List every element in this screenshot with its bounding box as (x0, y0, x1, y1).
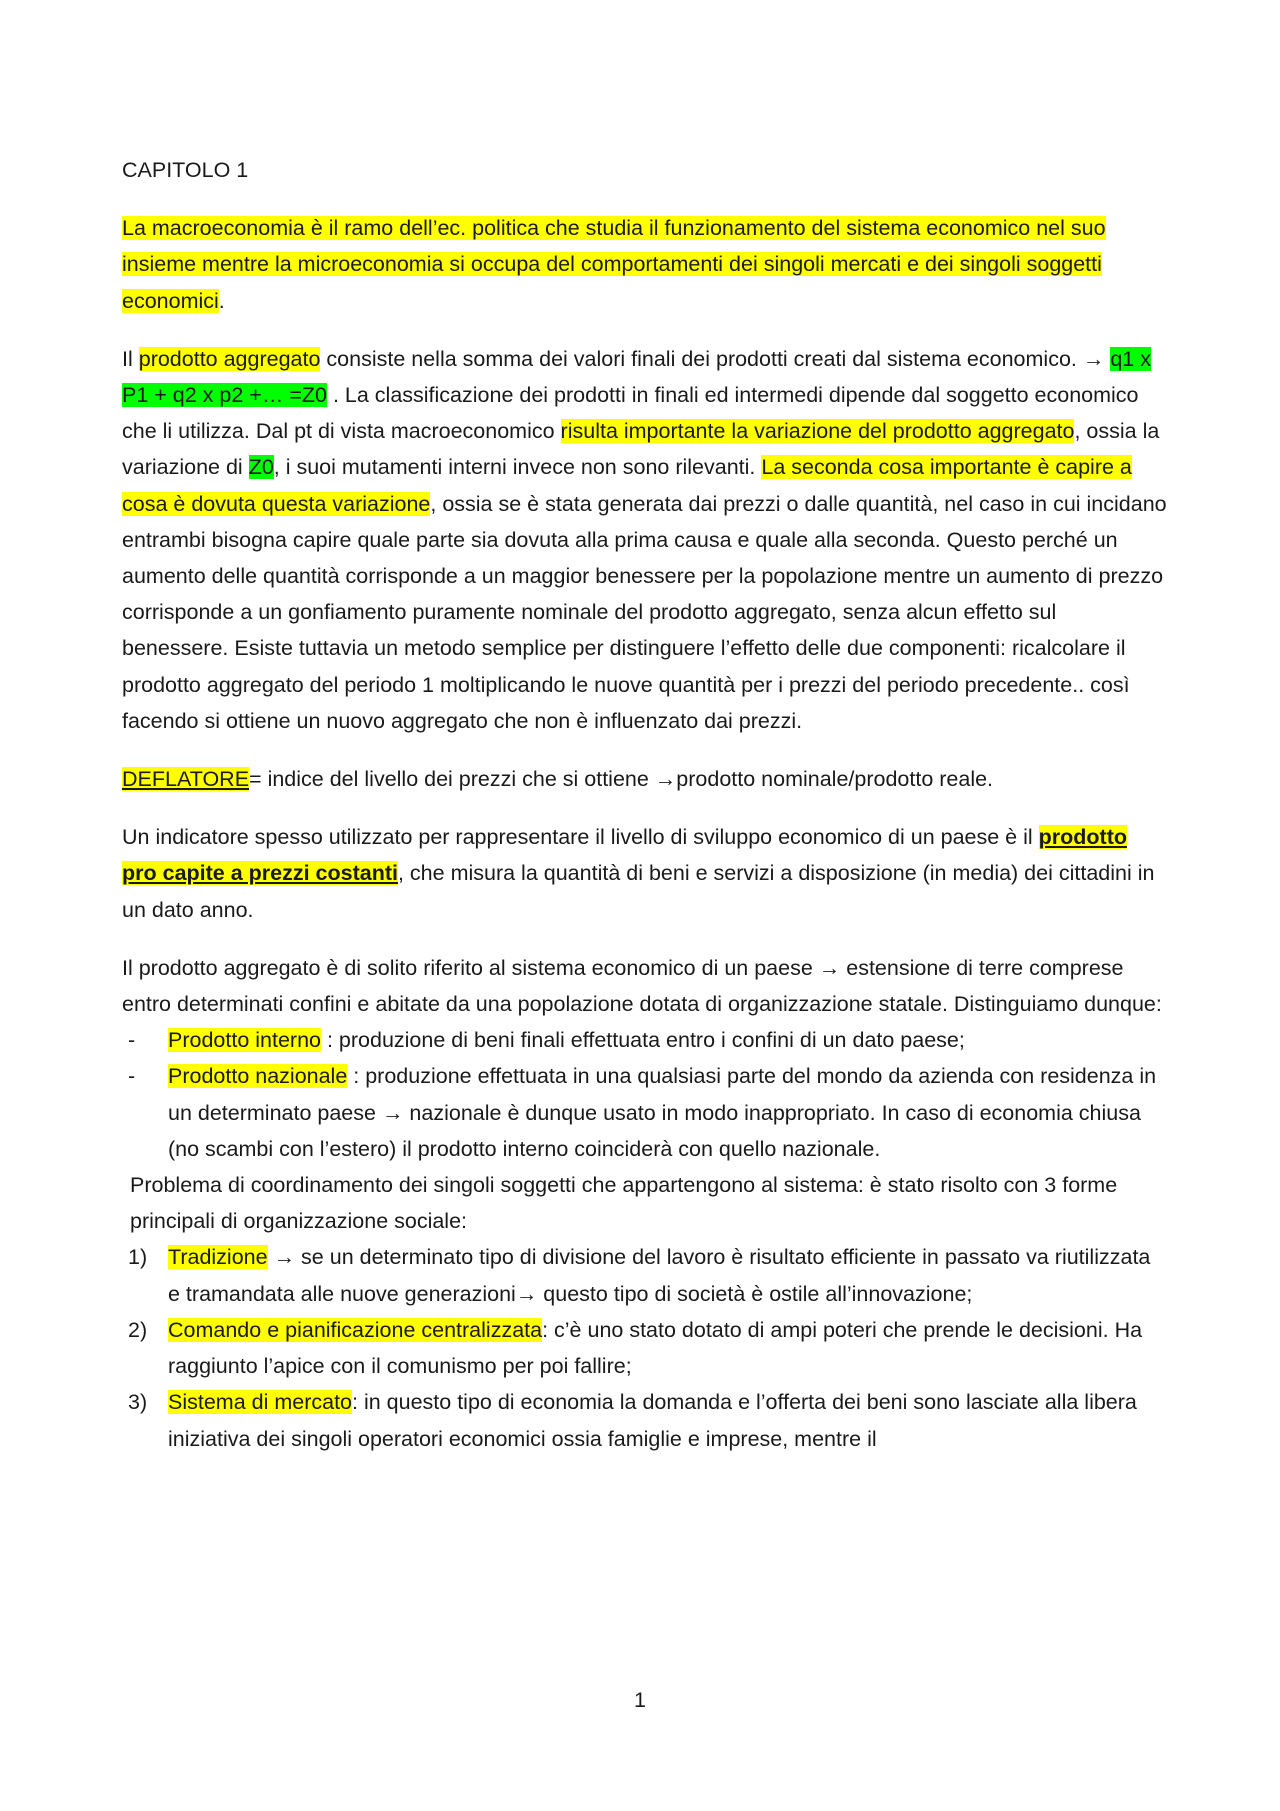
highlight-term: Prodotto nazionale (168, 1064, 348, 1089)
paragraph-deflatore (122, 761, 1167, 797)
page-content (122, 152, 1167, 1457)
list-item (122, 1384, 1167, 1456)
list-item (122, 1022, 1167, 1058)
paragraph-macroeconomia (122, 210, 1167, 319)
highlight-term: Prodotto interno (168, 1028, 321, 1053)
list-marker: 1) (128, 1245, 148, 1270)
list-item (122, 1312, 1167, 1384)
text-run: : produzione di beni finali effettuata entro i confini di un dato paese; (321, 1028, 965, 1053)
text-run: , che misura la quantità di beni e servizi a disposizione (in media) dei cittadini in un dato anno. (122, 861, 1155, 922)
arrow-icon: → (273, 1245, 296, 1270)
list-item (122, 1058, 1167, 1167)
paragraph-paese (122, 950, 1167, 1022)
text-run: , i suoi mutamenti interni invece non sono rilevanti. (273, 455, 762, 480)
list-marker: 3) (128, 1390, 148, 1415)
highlight-term: Comando e pianificazione centralizzata (168, 1317, 543, 1342)
highlight-term: prodotto aggregato (138, 346, 321, 371)
text-run: questo tipo di società è ostile all’innovazione; (537, 1281, 973, 1306)
text-run: prodotto nominale/prodotto reale. (676, 767, 994, 792)
text-run: = indice del livello dei prezzi che si ottiene (249, 767, 655, 792)
chapter-title: CAPITOLO 1 (122, 158, 249, 182)
list-marker: - (128, 1028, 136, 1053)
text-run: consiste nella somma dei valori finali dei prodotti creati dal sistema economico. (320, 346, 1083, 371)
text-run: , ossia se è stata generata dai prezzi o dalle quantità, nel caso in cui incidano entrambi bisogna capire quale parte sia dovuta alla prima causa e quale alla seconda. Questo perché un aumento delle quantità corrisponde a un maggior benessere per la popolazione mentre un aumento di prezzo corrisponde a un gonfiamento puramente nominale del prodotto aggregato, senza alcun effetto sul benessere. Esiste tuttavia un metodo semplice per distinguere l’effetto delle due componenti: ricalcolare il prodotto aggregato del periodo 1 moltiplicando le nuove quantità per i prezzi del periodo precedente.. così facendo si ottiene un nuovo aggregato che non è influenzato dai prezzi. (122, 491, 1167, 733)
arrow-icon: → (818, 955, 841, 980)
highlight-term: prodotto pro capite a prezzi costanti (122, 825, 1127, 886)
paragraph-prodotto-aggregato (122, 341, 1167, 739)
highlight-definition: La macroeconomia è il ramo dell’ec. politica che studia il funzionamento del sistema economico nel suo insieme mentre la microeconomia si occupa del comportamenti dei singoli mercati e dei singoli soggetti economici (122, 216, 1106, 313)
formula-highlight: q1 x P1 + q2 x p2 +… =Z0 (122, 346, 1151, 408)
text-run: : produzione effettuata in una qualsiasi parte del mondo da azienda con residenza in un determinato paese (168, 1064, 1157, 1125)
text-run: . La classificazione dei prodotti in finali ed intermedi dipende dal soggetto economico che li utilizza. Dal pt di vista macroeconomico (122, 383, 1139, 444)
page-number: 1 (634, 1688, 646, 1712)
arrow-icon: → (1082, 346, 1105, 371)
text-run: : in questo tipo di economia la domanda e l’offerta dei beni sono lasciate alla libera iniziativa dei singoli operatori economici ossia famiglie e imprese, mentre il (168, 1390, 1137, 1451)
z0-highlight: Z0 (248, 455, 274, 480)
text-run: Un indicatore spesso utilizzato per rappresentare il livello di sviluppo economico di un paese è il (122, 825, 1039, 850)
numbered-list (122, 1239, 1167, 1456)
paragraph-coordinamento: Problema di coordinamento dei singoli soggetti che appartengono al sistema: è stato risolto con 3 forme principali di organizzazione sociale: (130, 1173, 1118, 1234)
text-run: : c’è uno stato dotato di ampi poteri che prende le decisioni. Ha raggiunto l’apice con il comunismo per poi fallire; (168, 1317, 1143, 1379)
list-item (122, 1239, 1167, 1311)
text-run: estensione di terre comprese entro determinati confini e abitate da una popolazione dotata di organizzazione statale. Distinguiamo dunque: (122, 955, 1162, 1017)
text-run: . (218, 288, 225, 313)
highlight-phrase: risulta importante la variazione del prodotto aggregato (560, 419, 1075, 444)
arrow-icon: → (515, 1281, 538, 1306)
list-marker: 2) (128, 1317, 148, 1342)
paragraph-pro-capite (122, 819, 1167, 928)
highlight-term: Sistema di mercato (168, 1390, 353, 1415)
highlight-phrase: La seconda cosa importante è capire a cosa è dovuta questa variazione (122, 455, 1132, 516)
text-run: Il (122, 346, 139, 371)
arrow-icon: → (654, 767, 677, 792)
text-run: Il prodotto aggregato è di solito riferito al sistema economico di un paese (122, 955, 819, 980)
list-marker: - (128, 1064, 136, 1089)
highlight-term: DEFLATORE (122, 767, 250, 792)
dash-list (122, 1022, 1167, 1167)
arrow-icon: → (381, 1100, 404, 1125)
highlight-term: Tradizione (168, 1245, 268, 1270)
text-run: , ossia la variazione di (122, 419, 1160, 480)
text-run: nazionale è dunque usato in modo inappropriato. In caso di economia chiusa (no scambi con l’estero) il prodotto interno coinciderà con quello nazionale. (168, 1100, 1141, 1161)
text-run: se un determinato tipo di divisione del lavoro è risultato efficiente in passato va riutilizzata e tramandata alle nuove generazioni (168, 1245, 1151, 1306)
